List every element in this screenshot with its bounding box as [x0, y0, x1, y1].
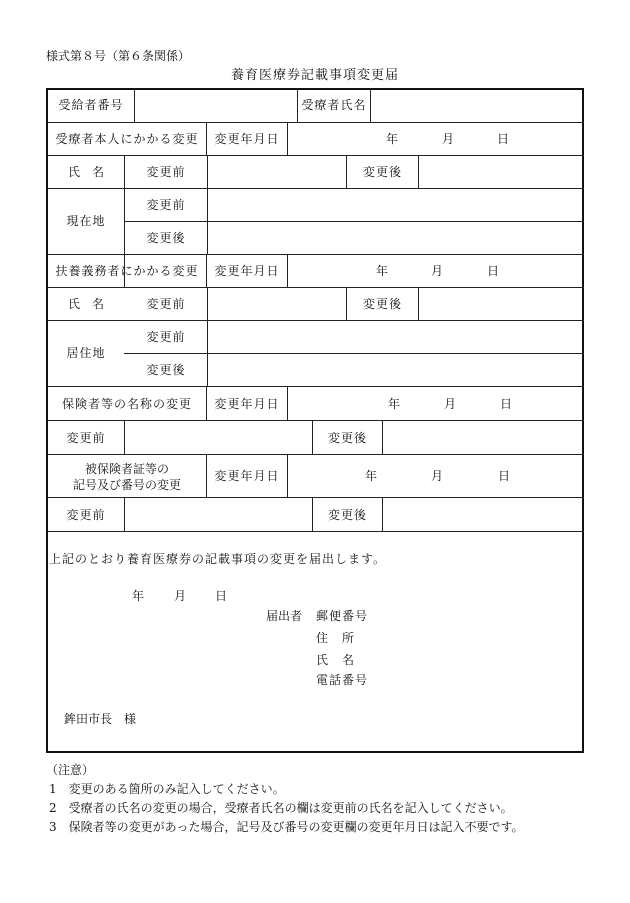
insurer-change-date-label: 変更年月日: [214, 397, 280, 411]
insured-date-year: 年: [365, 469, 378, 483]
recipient-number-field[interactable]: [136, 90, 296, 121]
insured-before-field[interactable]: [126, 499, 311, 530]
note-item: 3 保険者等の変更があった場合，記号及び番号の変更欄の変更年月日は記入不要です。: [49, 820, 524, 834]
guardian-date-year: 年: [376, 264, 389, 278]
declaration-month: 月: [174, 589, 187, 603]
location-before-field[interactable]: [209, 190, 582, 220]
insurer-date-year: 年: [388, 397, 401, 411]
change-date-label: 変更年月日: [214, 132, 280, 146]
patient-name-label: 受療者氏名: [301, 98, 367, 112]
notes-heading: （注意）: [46, 763, 95, 777]
note-item: 1 変更のある箇所のみ記入してください。: [49, 782, 285, 796]
guardian-change-date-label: 変更年月日: [214, 264, 280, 278]
addressee: 鉾田市長 様: [64, 712, 137, 726]
insured-card-label-line2: 記号及び番号の変更: [72, 478, 181, 492]
insurer-date-day: 日: [500, 397, 513, 411]
guardian-section-label: 扶養義務者にかかる変更: [55, 264, 199, 278]
guardian-name-label: 氏 名: [67, 297, 104, 311]
name-after-field[interactable]: [420, 157, 582, 187]
declaration-statement: 上記のとおり養育医療券の記載事項の変更を届出します。: [49, 552, 387, 566]
date-month: 月: [442, 132, 455, 146]
insured-date-month: 月: [431, 469, 444, 483]
residence-before-field[interactable]: [209, 322, 582, 352]
name-before-field[interactable]: [209, 157, 345, 187]
phone-label: 電話番号: [316, 673, 369, 687]
patient-name-field[interactable]: [372, 90, 582, 121]
form-title: 養育医療券記載事項変更届: [230, 68, 399, 83]
location-after-label: 変更後: [146, 231, 186, 245]
guardian-date-month: 月: [431, 264, 444, 278]
insured-card-label-line1: 被保険者証等の: [84, 462, 169, 476]
insurer-section-label: 保険者等の名称の変更: [61, 397, 192, 411]
residence-after-field[interactable]: [209, 355, 582, 385]
insured-after-label: 変更後: [327, 508, 367, 522]
date-day: 日: [497, 132, 510, 146]
address-label: 住 所: [316, 631, 356, 645]
patient-name-change-label: 氏 名: [67, 165, 104, 179]
declaration-day: 日: [215, 589, 228, 603]
postal-code-label: 郵便番号: [316, 609, 369, 623]
guardian-date-day: 日: [487, 264, 500, 278]
insured-change-date-label: 変更年月日: [214, 469, 280, 483]
residence-after-label: 変更後: [146, 363, 186, 377]
insurer-before-label: 変更前: [66, 431, 106, 445]
location-after-field[interactable]: [209, 223, 582, 253]
residence-label: 居住地: [66, 346, 106, 360]
note-item: 2 受療者の氏名の変更の場合，受療者氏名の欄は変更前の氏名を記入してください。: [49, 801, 513, 815]
patient-section-label: 受療者本人にかかる変更: [55, 132, 199, 146]
insurer-after-label: 変更後: [327, 431, 367, 445]
name-label: 氏 名: [316, 653, 356, 667]
guardian-name-after-label: 変更後: [362, 297, 402, 311]
insured-after-field[interactable]: [384, 499, 582, 530]
insurer-date-month: 月: [444, 397, 457, 411]
guardian-name-after-field[interactable]: [420, 289, 582, 319]
name-after-label: 変更後: [362, 165, 402, 179]
current-location-label: 現在地: [66, 214, 106, 228]
form-number: 様式第８号（第６条関係）: [46, 49, 191, 63]
applicant-label: 届出者: [266, 609, 303, 623]
declaration-year: 年: [132, 589, 145, 603]
location-before-label: 変更前: [146, 198, 186, 212]
guardian-name-before-label: 変更前: [146, 297, 186, 311]
insurer-after-field[interactable]: [384, 422, 582, 453]
insurer-before-field[interactable]: [126, 422, 311, 453]
name-before-label: 変更前: [146, 165, 186, 179]
residence-before-label: 変更前: [146, 330, 186, 344]
date-year: 年: [386, 132, 399, 146]
insured-before-label: 変更前: [66, 508, 106, 522]
insured-date-day: 日: [498, 469, 511, 483]
recipient-number-label: 受給者番号: [58, 98, 124, 112]
guardian-name-before-field[interactable]: [209, 289, 345, 319]
